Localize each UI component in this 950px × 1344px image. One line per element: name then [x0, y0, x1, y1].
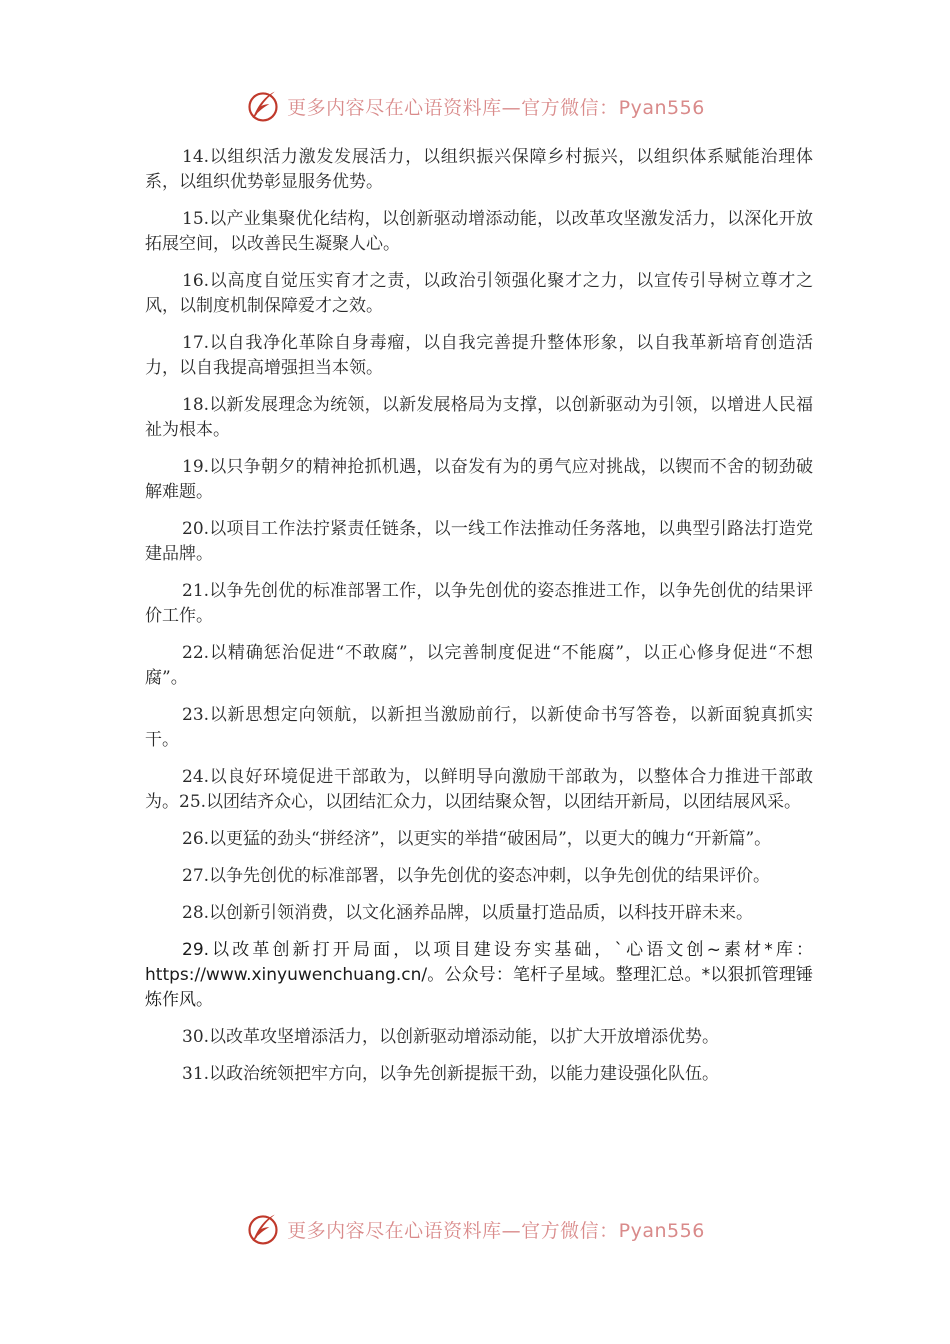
list-item-28: 28.以创新引领消费，以文化涵养品牌，以质量打造品质，以科技开辟未来。 — [182, 903, 754, 923]
list-item-20: 20.以项目工作法拧紧责任链条，以一线工作法推动任务落地，以典型引路法打造党建品牌。 — [145, 519, 813, 564]
list-item-18: 18.以新发展理念为统领，以新发展格局为支撑，以创新驱动为引领，以增进人民福祉为根本。 — [145, 395, 813, 440]
list-item-15: 15.以产业集聚优化结构，以创新驱动增添动能，以改革攻坚激发活力，以深化开放拓展空间，以改善民生凝聚人心。 — [145, 209, 813, 254]
list-item-27: 27.以争先创优的标准部署，以争先创优的姿态冲刺，以争先创优的结果评价。 — [182, 866, 771, 886]
list-item-29: 29.以改革创新打开局面，以项目建设夯实基础，`心语文创~素材*库：https://www.xinyuwenchuang.cn/。公众号：笔杆子星域。整理汇总。*以狠抓管理锤炼作风。 — [145, 940, 813, 1010]
list-item-16: 16.以高度自觉压实育才之责，以政治引领强化聚才之力，以宣传引导树立尊才之风，以制度机制保障爱才之效。 — [145, 271, 813, 316]
list-item-19: 19.以只争朝夕的精神抢抓机遇，以奋发有为的勇气应对挑战，以锲而不舍的韧劲破解难题。 — [145, 457, 813, 502]
banner-text: 更多内容尽在心语资料库—官方微信：Pyan556 — [287, 96, 705, 119]
quill-logo-icon — [245, 1211, 281, 1247]
list-item-14: 14.以组织活力激发发展活力，以组织振兴保障乡村振兴，以组织体系赋能治理体系，以组织优势彰显服务优势。 — [145, 147, 813, 192]
document-body — [145, 145, 813, 1099]
quill-logo-icon — [245, 88, 281, 124]
footer-banner — [0, 1207, 950, 1251]
list-item-24-25: 24.以良好环境促进干部敢为，以鲜明导向激励干部敢为，以整体合力推进干部敢为。25.以团结齐众心，以团结汇众力，以团结聚众智，以团结开新局，以团结展风采。 — [145, 767, 813, 812]
list-item-21: 21.以争先创优的标准部署工作，以争先创优的姿态推进工作，以争先创优的结果评价工作。 — [145, 581, 813, 626]
list-item-31: 31.以政治统领把牢方向，以争先创新提振干劲，以能力建设强化队伍。 — [182, 1064, 720, 1084]
header-banner — [0, 84, 950, 128]
banner-text: 更多内容尽在心语资料库—官方微信：Pyan556 — [287, 1219, 705, 1242]
list-item-22: 22.以精确惩治促进“不敢腐”，以完善制度促进“不能腐”，以正心修身促进“不想腐”。 — [145, 643, 813, 688]
list-item-23: 23.以新思想定向领航，以新担当激励前行，以新使命书写答卷，以新面貌真抓实干。 — [145, 705, 813, 750]
list-item-17: 17.以自我净化革除自身毒瘤，以自我完善提升整体形象，以自我革新培育创造活力，以自我提高增强担当本领。 — [145, 333, 813, 378]
list-item-26: 26.以更猛的劲头“拼经济”，以更实的举措“破困局”，以更大的魄力“开新篇”。 — [182, 829, 772, 849]
list-item-30: 30.以改革攻坚增添活力，以创新驱动增添动能，以扩大开放增添优势。 — [182, 1027, 720, 1047]
